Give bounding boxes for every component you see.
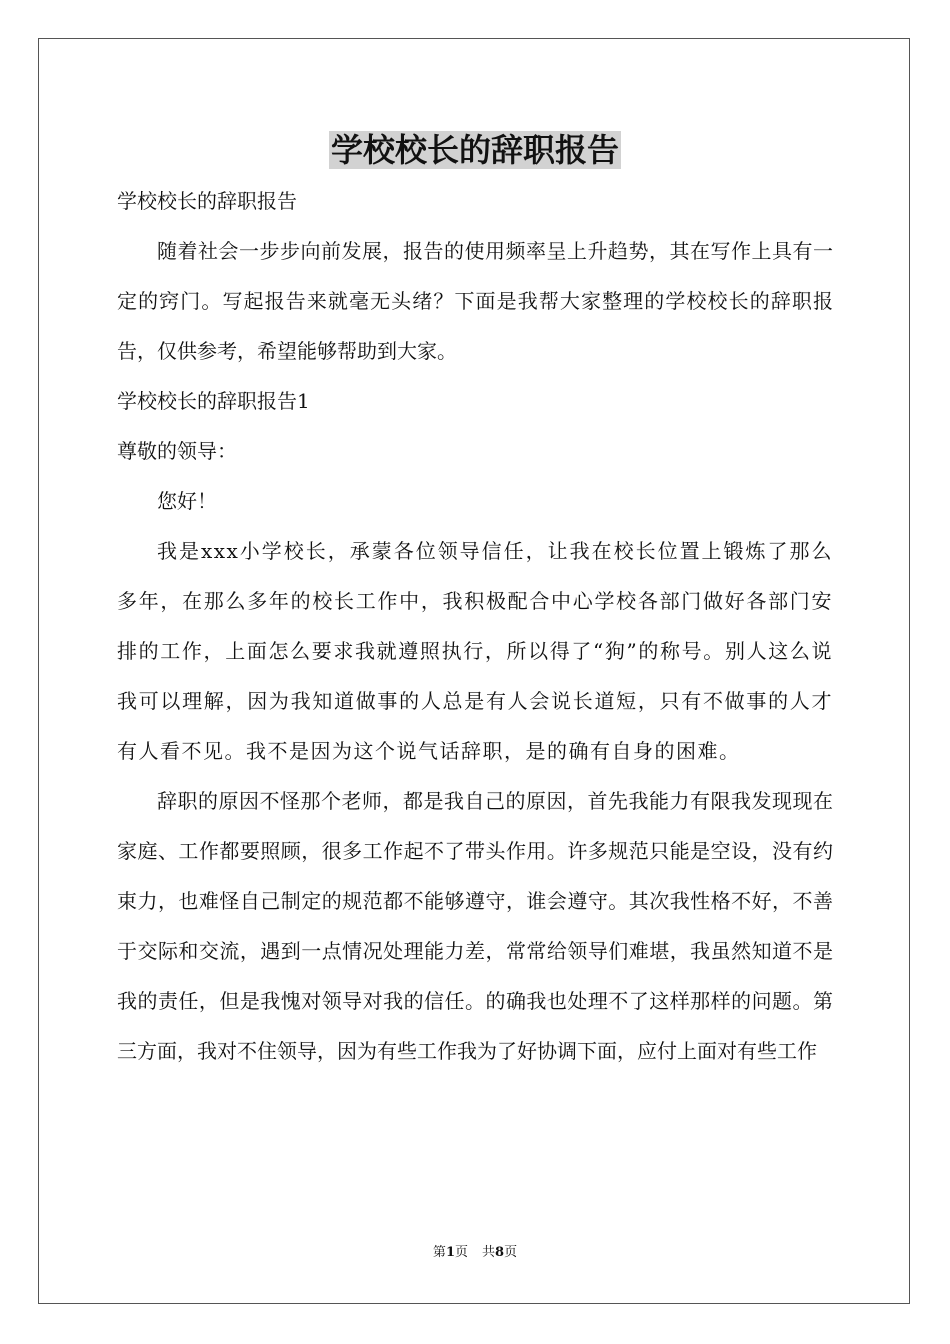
greeting: 您好！ (157, 489, 217, 513)
document-title (0, 126, 950, 174)
page-footer (0, 1244, 950, 1262)
intro-paragraph: 随着社会一步步向前发展，报告的使用频率呈上升趋势，其在写作上具有一定的窍门。写起报告来就毫无头绪？下面是我帮大家整理的学校校长的辞职报告，仅供参考，希望能够帮助到大家。 (117, 239, 833, 363)
document-title-text: 学校校长的辞职报告 (330, 131, 619, 169)
document-body (117, 176, 833, 1076)
page-label-suffix: 页 (454, 1245, 468, 1260)
section-heading: 学校校长的辞职报告1 (117, 389, 310, 413)
page-label-prefix: 第 (432, 1245, 446, 1260)
body-paragraph: 辞职的原因不怪那个老师，都是我自己的原因，首先我能力有限我发现现在家庭、工作都要照顾，很多工作起不了带头作用。许多规范只能是空设，没有约束力，也难怪自己制定的规范都不能够遵守，谁会遵守。其次我性格不好，不善于交际和交流，遇到一点情况处理能力差，常常给领导们难堪，我虽然知道不是我的责任，但是我愧对领导对我的信任。的确我也处理不了这样那样的问题。第三方面，我对不住领导，因为有些工作我为了好协调下面，应付上面对有些工作 (117, 789, 833, 1063)
salutation: 尊敬的领导： (117, 439, 237, 463)
subtitle-line: 学校校长的辞职报告 (117, 189, 297, 213)
total-label-prefix: 共 (482, 1245, 496, 1260)
body-paragraph: 我是xxx小学校长，承蒙各位领导信任，让我在校长位置上锻炼了那么多年，在那么多年的校长工作中，我积极配合中心学校各部门做好各部门安排的工作，上面怎么要求我就遵照执行，所以得了“狗”的称号。别人这么说我可以理解，因为我知道做事的人总是有人会说长道短，只有不做事的人才有人看不见。我不是因为这个说气话辞职，是的确有自身的困难。 (117, 539, 833, 763)
total-label-suffix: 页 (504, 1245, 518, 1260)
total-pages: 8 (495, 1245, 505, 1260)
page-number: 1 (445, 1245, 455, 1260)
